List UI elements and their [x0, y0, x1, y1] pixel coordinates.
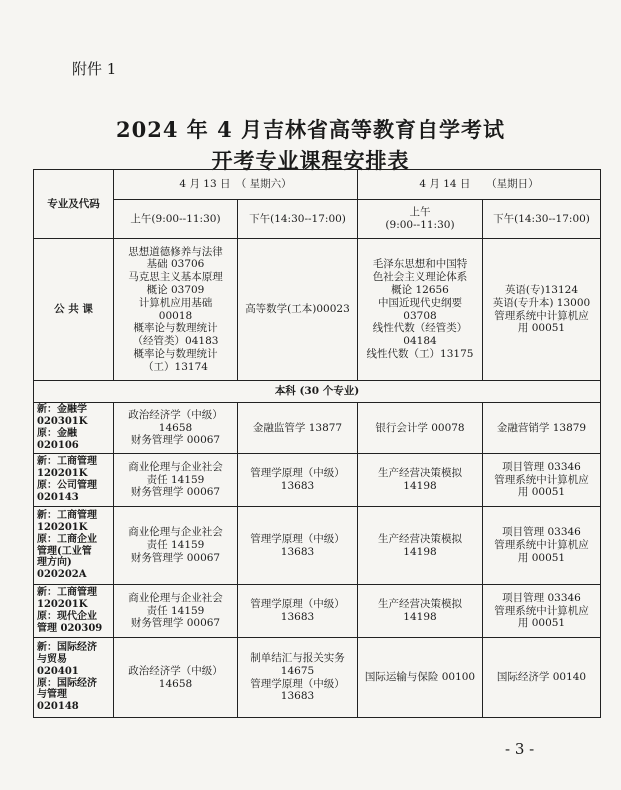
- cell-line: （经管类）04183: [132, 335, 219, 348]
- cell-line: 新：金融学: [37, 404, 87, 416]
- cell-line: 中国近现代史纲要: [378, 296, 462, 309]
- cell-line: 管理系统中计算机应: [494, 604, 589, 617]
- table-row: [34, 585, 601, 638]
- cell-line: 14675: [280, 664, 315, 677]
- cell: [483, 638, 601, 718]
- cell-line: 020143: [37, 491, 79, 503]
- cell: [358, 239, 483, 381]
- document-subtitle: 开考专业课程安排表: [211, 148, 410, 173]
- cell-line: 责任 14159: [146, 604, 205, 617]
- cell-line: 原：国际经济: [37, 677, 97, 689]
- cell-line: 金融监管学 13877: [252, 421, 343, 434]
- cell-line: 高等数学(工本)00023: [245, 303, 350, 316]
- cell-line: 金融营销学 13879: [496, 421, 587, 434]
- cell-line: 生产经营决策模拟: [378, 598, 462, 611]
- major-cell: [34, 454, 114, 507]
- cell-line: 英语(专)13124: [504, 283, 579, 296]
- header-major-code: 专业及代码: [34, 170, 114, 239]
- cell: [358, 403, 483, 454]
- cell-line: 概论 12656: [391, 283, 449, 296]
- section-title: 本科 (30 个专业): [34, 381, 601, 403]
- major-cell: [34, 403, 114, 454]
- cell-line: 120201K: [37, 599, 88, 611]
- cell-line: 商业伦理与企业社会: [128, 460, 223, 473]
- cell-line: 新：国际经济: [37, 642, 97, 654]
- cell-line: 管理学原理（中级）: [250, 598, 345, 611]
- cell-line: 13683: [280, 690, 315, 703]
- cell-line: 管理系统中计算机应: [494, 473, 589, 486]
- schedule-table: [33, 169, 601, 718]
- cell-line: 英语(专升本) 13000: [492, 296, 591, 309]
- cell: [238, 507, 358, 585]
- cell-line: 04184: [403, 335, 437, 348]
- cell-line: 120201K: [37, 468, 88, 480]
- cell-line: 用 00051: [517, 551, 566, 564]
- cell-line: 责任 14159: [146, 473, 205, 486]
- cell-line: 毛泽东思想和中国特: [372, 258, 468, 271]
- cell-line: 线性代数（工）13175: [366, 347, 474, 360]
- cell-line: 原：现代企业: [37, 611, 97, 622]
- cell: [114, 454, 238, 507]
- cell-line: 基础 03706: [146, 258, 205, 271]
- cell-line: 020106: [37, 439, 79, 451]
- cell: [483, 239, 601, 381]
- cell-line: 与管理: [37, 689, 67, 701]
- cell: [358, 638, 483, 718]
- section-row: [34, 381, 601, 403]
- cell-line: 020202A: [37, 569, 87, 581]
- cell-line: 国际运输与保险 00100: [364, 671, 476, 684]
- cell-line: 020301K: [37, 416, 88, 428]
- cell-line: 用 00051: [517, 322, 566, 335]
- public-course-label: 公 共 课: [34, 239, 114, 381]
- cell-line: 政治经济学（中级）: [128, 664, 223, 677]
- table-row: [34, 454, 601, 507]
- cell-line: 管理系统中计算机应: [494, 309, 589, 322]
- cell: [114, 585, 238, 638]
- cell-line: 03708: [403, 309, 437, 322]
- cell-line: 商业伦理与企业社会: [128, 591, 223, 604]
- cell: [358, 454, 483, 507]
- cell-line: 13683: [280, 545, 315, 558]
- cell-line: 生产经营决策模拟: [378, 467, 462, 480]
- cell-line: 概率论与数理统计: [133, 322, 218, 335]
- cell: [483, 403, 601, 454]
- cell: [114, 638, 238, 718]
- document-title: 2024 年 4 月吉林省高等教育自学考试: [116, 117, 505, 142]
- cell-line: 项目管理 03346: [502, 526, 581, 539]
- cell: [114, 239, 238, 381]
- cell-line: 13683: [280, 480, 315, 492]
- cell-line: 原：金融: [37, 428, 77, 439]
- header-d2-am: [358, 200, 483, 239]
- cell: [238, 454, 358, 507]
- cell-line: 责任 14159: [146, 539, 205, 552]
- header-row-sessions: [34, 200, 601, 239]
- cell: [358, 507, 483, 585]
- cell: [114, 403, 238, 454]
- cell-line: 银行会计学 00078: [375, 421, 465, 434]
- header-d2-am-line: 上午: [409, 206, 431, 219]
- cell-line: 新：工商管理: [37, 587, 97, 599]
- cell-line: 商业伦理与企业社会: [128, 526, 223, 539]
- table-row: [34, 507, 601, 585]
- table-row: [34, 403, 601, 454]
- cell-line: 计算机应用基础: [138, 296, 213, 309]
- public-course-row: [34, 239, 601, 381]
- cell-line: 管理(工业管: [37, 545, 92, 557]
- major-cell: [34, 507, 114, 585]
- cell-line: （工）13174: [143, 360, 208, 373]
- header-day2: 4 月 14 日 （星期日）: [358, 170, 601, 200]
- cell-line: 线性代数（经管类）: [372, 322, 468, 335]
- cell-line: 020148: [37, 701, 79, 713]
- cell-line: 财务管理学 00067: [130, 617, 221, 630]
- header-d1-am: 上午(9:00--11:30): [114, 200, 238, 239]
- cell: [238, 239, 358, 381]
- cell: [358, 585, 483, 638]
- cell-line: 14658: [158, 677, 193, 690]
- header-d2-pm: 下午(14:30--17:00): [483, 200, 601, 239]
- cell-line: 概论 03709: [146, 283, 205, 296]
- cell-line: 120201K: [37, 521, 88, 533]
- cell: [238, 403, 358, 454]
- cell: [483, 507, 601, 585]
- cell-line: 理方向): [37, 557, 72, 569]
- cell-line: 020401: [37, 665, 79, 677]
- cell: [238, 638, 358, 718]
- cell-line: 马克思主义基本原理: [128, 271, 223, 284]
- table-row: [34, 638, 601, 718]
- cell-line: 项目管理 03346: [502, 591, 581, 604]
- cell-line: 项目管理 03346: [502, 460, 581, 473]
- cell: [483, 454, 601, 507]
- cell-line: 14198: [403, 480, 437, 492]
- header-d1-pm: 下午(14:30--17:00): [238, 200, 358, 239]
- attachment-label: 附件 1: [72, 60, 117, 78]
- cell-line: 概率论与数理统计: [133, 347, 218, 360]
- cell-line: 新：工商管理: [37, 510, 97, 522]
- cell-line: 14658: [158, 421, 193, 434]
- cell-line: 原：工商企业: [37, 533, 97, 545]
- header-day1: 4 月 13 日 （ 星期六）: [114, 170, 358, 200]
- cell-line: 管理系统中计算机应: [494, 539, 589, 552]
- cell-line: 政治经济学（中级）: [128, 408, 223, 421]
- cell-line: 管理学原理（中级）: [250, 532, 345, 545]
- cell-line: 国际经济学 00140: [496, 671, 587, 684]
- page-number: - 3 -: [505, 740, 535, 758]
- cell-line: 生产经营决策模拟: [378, 532, 462, 545]
- major-cell: [34, 638, 114, 718]
- cell-line: 管理 020309: [37, 622, 103, 634]
- cell-line: 财务管理学 00067: [130, 486, 221, 499]
- cell-line: 思想道德修养与法律: [128, 245, 223, 258]
- cell: [238, 585, 358, 638]
- header-d2-am-line: (9:00--11:30): [385, 219, 455, 231]
- cell-line: 00018: [158, 309, 193, 322]
- cell-line: 色社会主义理论体系: [372, 271, 468, 284]
- cell-line: 与贸易: [37, 653, 67, 665]
- cell-line: 制单结汇与报关实务: [250, 651, 345, 664]
- major-cell: [34, 585, 114, 638]
- cell-line: 管理学原理（中级）: [250, 677, 345, 690]
- cell-line: 14198: [403, 545, 437, 558]
- header-row-dates: [34, 170, 601, 200]
- cell-line: 用 00051: [517, 617, 566, 630]
- cell-line: 新：工商管理: [37, 456, 97, 468]
- cell-line: 用 00051: [517, 486, 566, 499]
- cell-line: 财务管理学 00067: [130, 434, 221, 447]
- cell-line: 13683: [280, 611, 315, 623]
- cell: [114, 507, 238, 585]
- cell: [483, 585, 601, 638]
- cell-line: 财务管理学 00067: [130, 551, 221, 564]
- cell-line: 14198: [403, 611, 437, 623]
- cell-line: 管理学原理（中级）: [250, 467, 345, 480]
- cell-line: 原：公司管理: [37, 480, 97, 491]
